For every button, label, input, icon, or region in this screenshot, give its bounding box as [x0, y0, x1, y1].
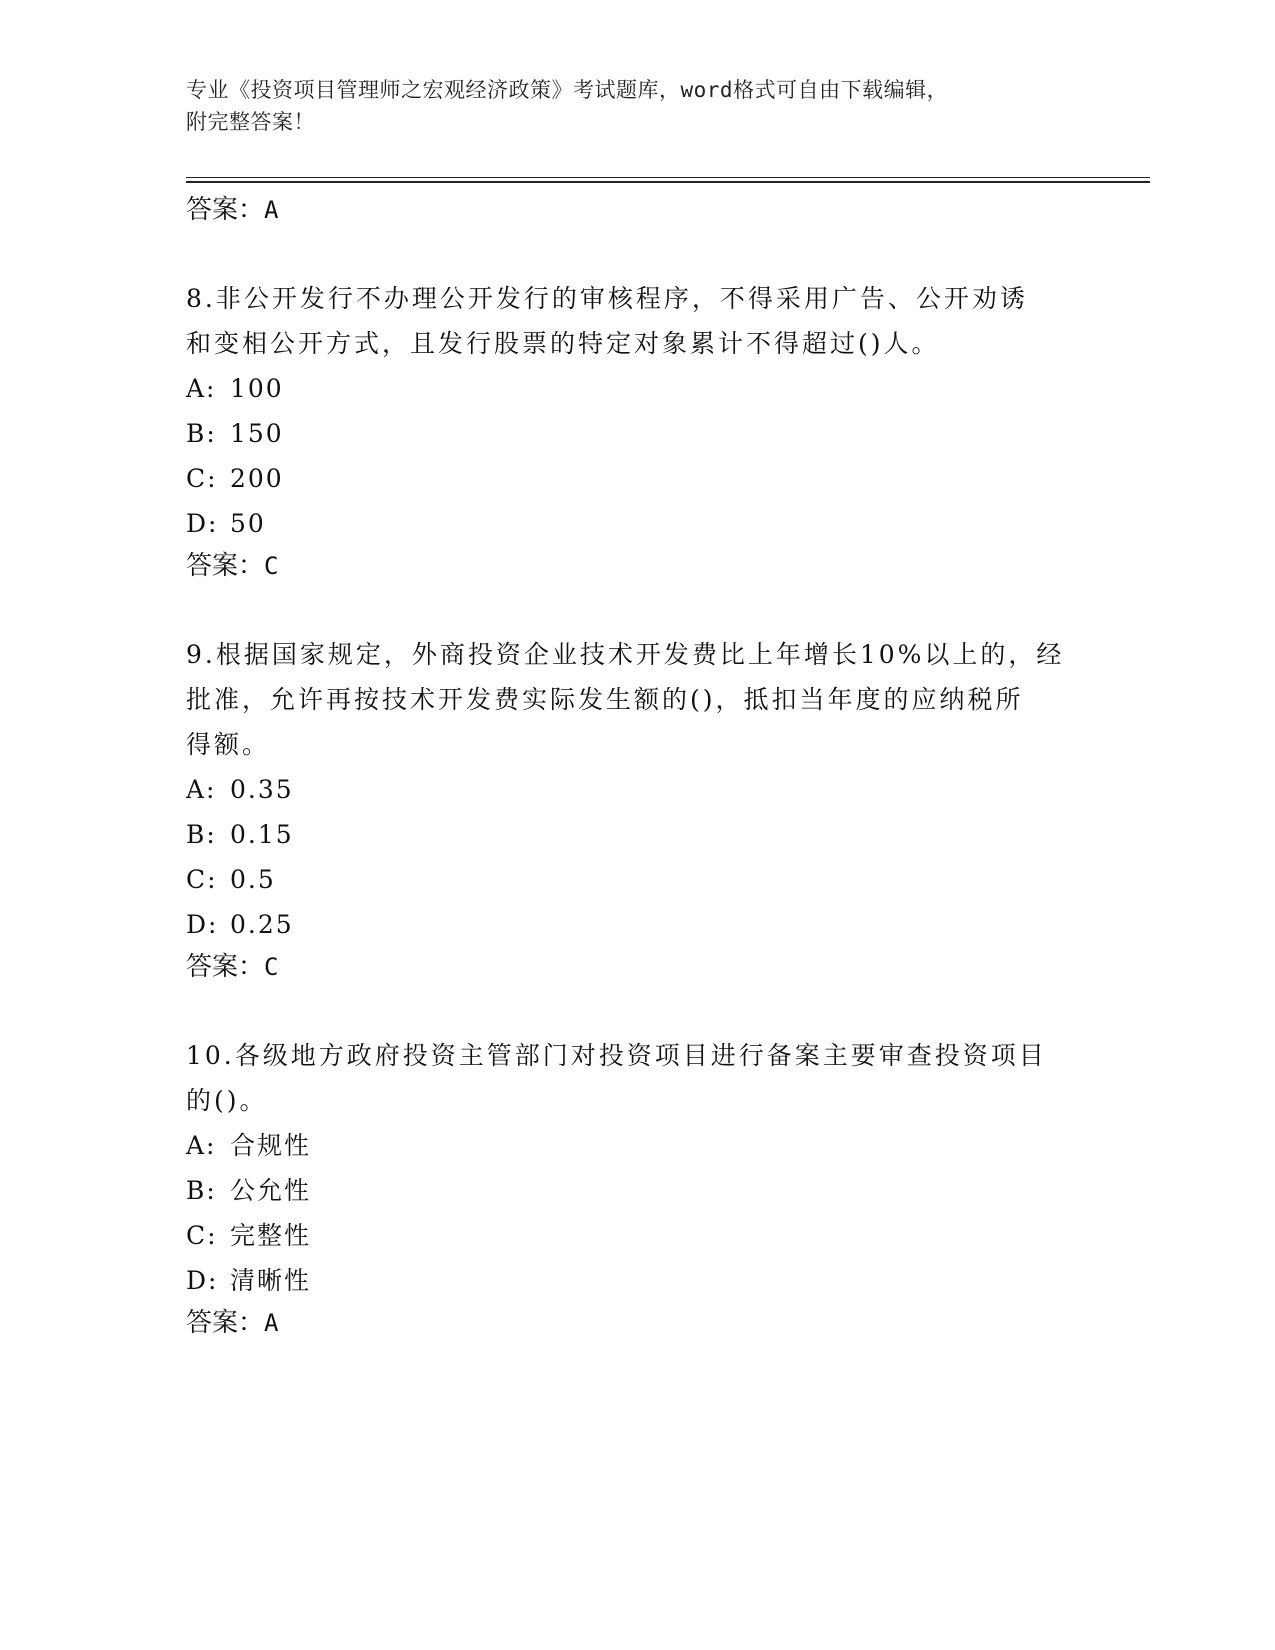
header-rule-thick: [186, 181, 1150, 183]
option-letter: B:: [186, 820, 217, 849]
answer-value: C: [264, 953, 279, 981]
option-value: 合规性: [230, 1131, 312, 1160]
question-9: [186, 632, 1086, 987]
option-letter: D:: [186, 1266, 219, 1295]
answer-label: 答案：: [186, 1308, 265, 1338]
question-text-line: 批准，允许再按技术开发费实际发生额的()，抵扣当年度的应纳税所: [186, 685, 1024, 714]
question-text-line: 8.非公开发行不办理公开发行的审核程序，不得采用广告、公开劝诱: [186, 284, 1028, 313]
header-line-1: 专业《投资项目管理师之宏观经济政策》考试题库，word格式可自由下载编辑，: [186, 78, 949, 102]
option-c: [186, 857, 1086, 902]
option-value: 0.5: [230, 865, 276, 894]
question-answer: [186, 546, 1086, 586]
option-b: [186, 1168, 1086, 1213]
option-value: 200: [230, 464, 284, 493]
option-c: [186, 456, 1086, 501]
option-b: [186, 411, 1086, 456]
question-text-line: 10.各级地方政府投资主管部门对投资项目进行备案主要审查投资项目: [186, 1041, 1047, 1070]
question-list: [186, 190, 1086, 1343]
option-letter: D:: [186, 910, 219, 939]
option-value: 50: [230, 509, 266, 538]
option-value: 0.15: [230, 820, 294, 849]
option-a: [186, 366, 1086, 411]
option-letter: A:: [186, 374, 217, 403]
option-value: 0.25: [230, 910, 294, 939]
option-letter: B:: [186, 1176, 217, 1205]
document-header: [186, 74, 1066, 138]
option-letter: A:: [186, 1131, 217, 1160]
question-10: [186, 1033, 1086, 1343]
answer-label: 答案：: [186, 952, 265, 982]
question-answer: [186, 947, 1086, 987]
option-value: 公允性: [230, 1176, 312, 1205]
option-d: [186, 902, 1086, 947]
option-b: [186, 812, 1086, 857]
answer-value: A: [264, 196, 279, 224]
option-d: [186, 1258, 1086, 1303]
question-text-line: 9.根据国家规定，外商投资企业技术开发费比上年增长10%以上的，经: [186, 640, 1065, 669]
option-a: [186, 1123, 1086, 1168]
option-value: 清晰性: [230, 1266, 312, 1295]
question-text-line: 的()。: [186, 1086, 268, 1115]
option-d: [186, 501, 1086, 546]
answer-value: C: [264, 552, 279, 580]
option-value: 完整性: [230, 1221, 312, 1250]
option-letter: B:: [186, 419, 217, 448]
option-letter: C:: [186, 464, 218, 493]
question-8: [186, 276, 1086, 586]
option-c: [186, 1213, 1086, 1258]
option-letter: C:: [186, 865, 218, 894]
option-letter: A:: [186, 775, 217, 804]
option-a: [186, 767, 1086, 812]
option-letter: C:: [186, 1221, 218, 1250]
option-value: 100: [230, 374, 284, 403]
previous-question-answer: [186, 190, 1086, 230]
option-letter: D:: [186, 509, 219, 538]
option-value: 0.35: [230, 775, 294, 804]
question-text-line: 得额。: [186, 730, 271, 759]
header-line-2: 附完整答案！: [186, 110, 315, 134]
question-answer: [186, 1303, 1086, 1343]
question-text-line: 和变相公开方式，且发行股票的特定对象累计不得超过()人。: [186, 329, 940, 358]
option-value: 150: [230, 419, 284, 448]
answer-label: 答案：: [186, 195, 265, 225]
answer-label: 答案：: [186, 551, 265, 581]
answer-value: A: [264, 1309, 279, 1337]
header-rule-thin: [186, 177, 1150, 178]
